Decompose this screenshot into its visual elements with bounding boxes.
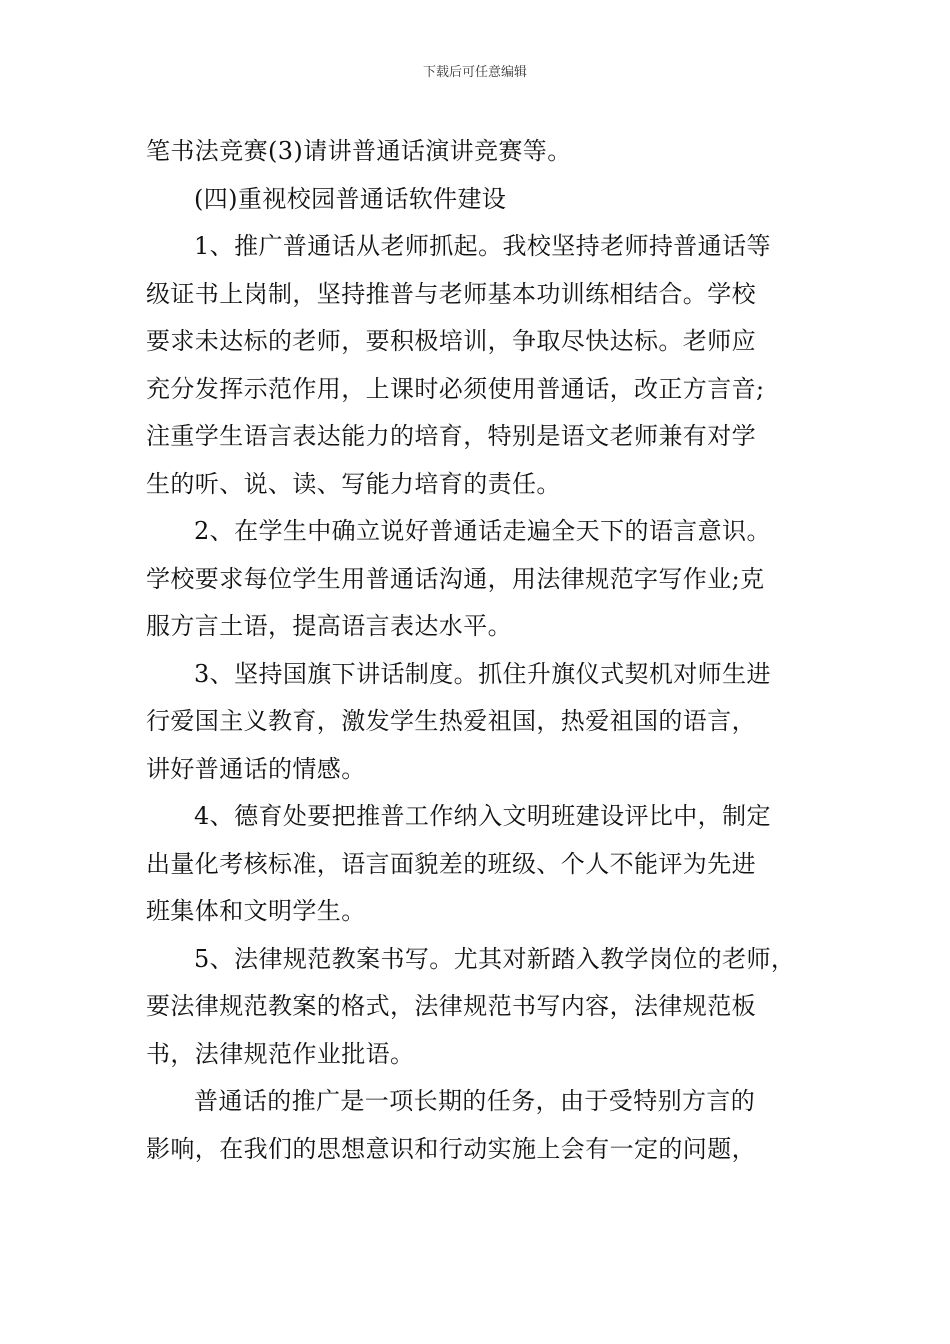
text-line: 注重学生语言表达能力的培育，特别是语文老师兼有对学: [146, 422, 756, 450]
page-header: 下载后可任意编辑: [422, 65, 527, 80]
text-line: 服方言土语，提高语言表达水平。: [146, 612, 512, 640]
text-line: 讲好普通话的情感。: [146, 754, 366, 783]
text-line: 出量化考核标准，语言面貌差的班级、个人不能评为先进: [146, 849, 756, 878]
text-line: 行爱国主义教育，激发学生热爱祖国，热爱祖国的语言，: [146, 707, 756, 735]
text-line: 影响，在我们的思想意识和行动实施上会有一定的问题，: [146, 1134, 756, 1163]
paragraph-item-3: [146, 651, 816, 794]
document-body: [146, 128, 816, 1173]
paragraph-conclusion: [146, 1078, 816, 1173]
text-line: 班集体和文明学生。: [146, 897, 366, 925]
text-line: 级证书上岗制，坚持推普与老师基本功训练相结合。学校: [146, 279, 756, 308]
text-line: 书，法律规范作业批语。: [146, 1039, 415, 1068]
paragraph-item-5: [146, 936, 816, 1079]
text-line: 2、在学生中确立说好普通话走遍全天下的语言意识。: [194, 517, 771, 545]
paragraph-item-1: [146, 223, 816, 508]
text-line: 学校要求每位学生用普通话沟通，用法律规范字写作业;克: [146, 564, 765, 593]
text-line: 要法律规范教案的格式，法律规范书写内容，法律规范板: [146, 992, 756, 1020]
text-line: (四)重视校园普通话软件建设: [194, 184, 507, 213]
paragraph-item-4: [146, 793, 816, 936]
text-line: 生的听、说、读、写能力培育的责任。: [146, 469, 561, 498]
text-line: 3、坚持国旗下讲话制度。抓住升旗仪式契机对师生进: [194, 659, 771, 688]
text-line: 普通话的推广是一项长期的任务，由于受特别方言的: [194, 1087, 756, 1115]
text-line: 笔书法竞赛(3)请讲普通话演讲竞赛等。: [146, 137, 572, 165]
text-line: 5、法律规范教案书写。尤其对新踏入教学岗位的老师，: [194, 944, 796, 973]
section-heading: [146, 176, 816, 224]
paragraph-continued: [146, 128, 816, 176]
text-line: 1、推广普通话从老师抓起。我校坚持老师持普通话等: [194, 232, 771, 260]
text-line: 要求未达标的老师，要积极培训，争取尽快达标。老师应: [146, 327, 756, 355]
text-line: 4、德育处要把推普工作纳入文明班建设评比中，制定: [194, 802, 771, 830]
paragraph-item-2: [146, 508, 816, 651]
text-line: 充分发挥示范作用，上课时必须使用普通话，改正方言音;: [146, 374, 765, 403]
